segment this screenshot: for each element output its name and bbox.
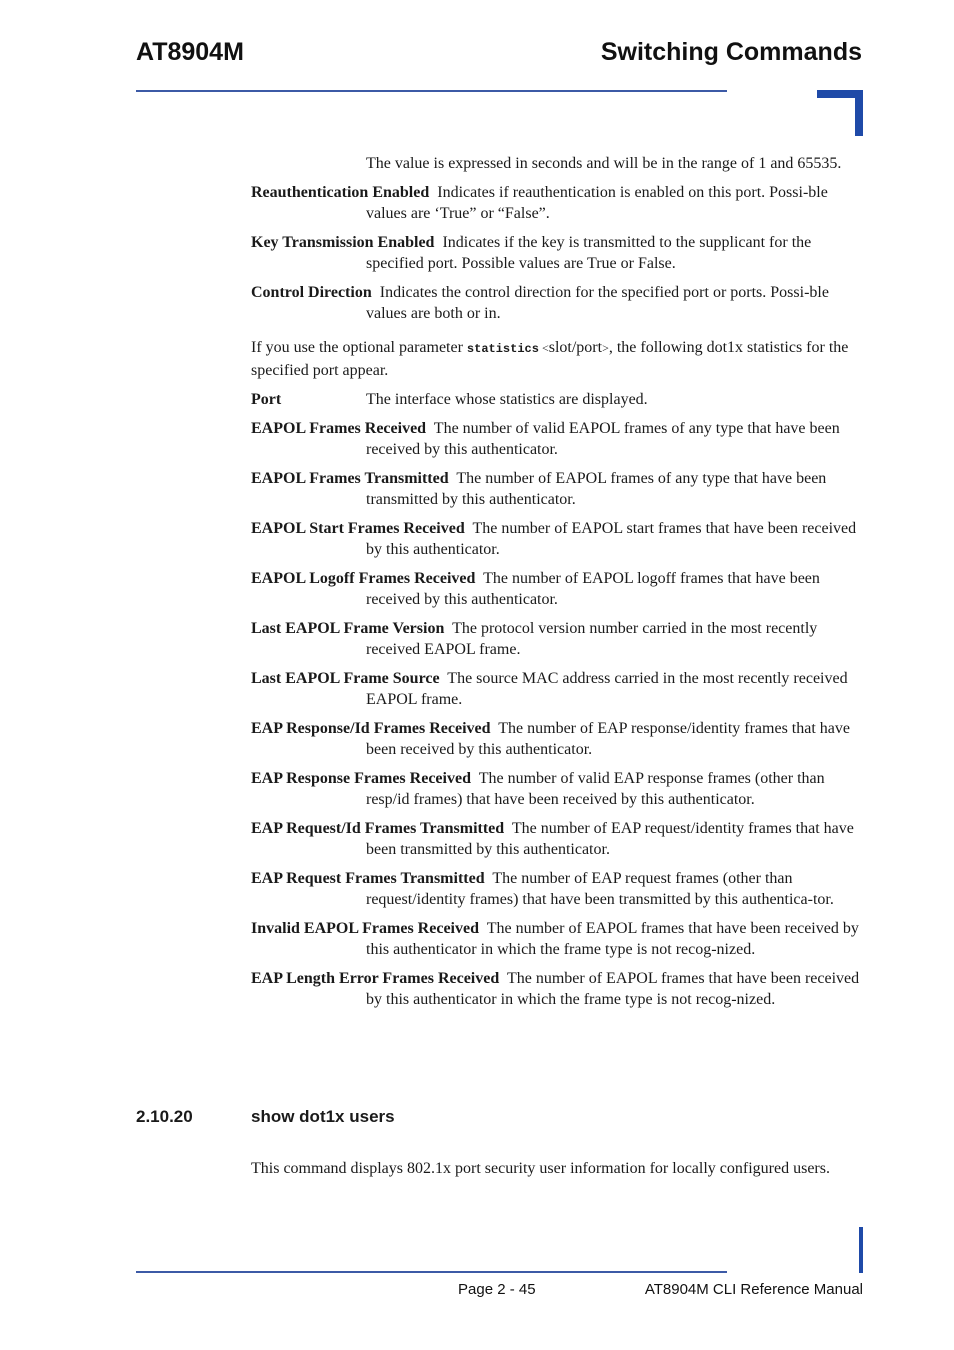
footer-manual-title: AT8904M CLI Reference Manual [644, 1281, 863, 1298]
definition-desc: The number of valid EAP response frames (other than resp/id frames) that have been received by this authenticator. [366, 770, 825, 808]
definition-term: EAPOL Frames Transmitted [251, 470, 449, 487]
definition-desc: The interface whose statistics are displayed. [366, 391, 648, 408]
definition-item [251, 518, 863, 560]
definition-item [251, 918, 863, 960]
definition-item [251, 868, 863, 910]
section-body: This command displays 802.1x port security user information for locally configured users. [251, 1160, 830, 1177]
definition-desc: The number of EAP request frames (other than request/identity frames) that have been transmitted by this authentica-tor. [366, 870, 834, 908]
definition-term: EAPOL Frames Received [251, 420, 427, 437]
definition-term: EAPOL Start Frames Received [251, 520, 465, 537]
corner-decoration-bottom [859, 1227, 863, 1273]
definition-desc: Indicates if reauthentication is enabled on this port. Possi-ble values are ‘True” or “False”. [366, 184, 828, 222]
definition-term: Last EAPOL Frame Source [251, 670, 440, 687]
definition-desc: Indicates if the key is transmitted to the supplicant for the specified port. Possible values are True or False. [366, 234, 812, 272]
definition-term: EAP Response/Id Frames Received [251, 720, 491, 737]
definition-term: Key Transmission Enabled [251, 234, 435, 251]
definition-term: Control Direction [251, 284, 372, 301]
definition-item [251, 232, 863, 274]
corner-decoration-top [817, 90, 863, 136]
definition-item [251, 618, 863, 660]
definition-item [251, 818, 863, 860]
definition-desc: The number of EAP response/identity frames that have been received by this authenticator. [366, 720, 850, 758]
definition-term: Invalid EAPOL Frames Received [251, 920, 479, 937]
definition-desc: Indicates the control direction for the specified port or ports. Possi-ble values are both or in. [366, 284, 829, 322]
footer-page-number: Page 2 - 45 [458, 1281, 536, 1298]
continued-description: The value is expressed in seconds and will be in the range of 1 and 65535. [366, 155, 842, 172]
definitions-top [251, 182, 863, 324]
definition-item [251, 718, 863, 760]
definition-term: EAPOL Logoff Frames Received [251, 570, 476, 587]
definition-desc: The number of EAPOL frames of any type that have been transmitted by this authenticator. [366, 470, 827, 508]
section-number: 2.10.20 [136, 1107, 193, 1126]
header-chapter-title: Switching Commands [600, 38, 862, 66]
definition-desc: The protocol version number carried in the most recently received EAPOL frame. [366, 620, 818, 658]
definition-item [251, 418, 863, 460]
definition-desc: The number of EAPOL frames that have been received by this authenticator in which the frame type is not recog-nized. [366, 920, 859, 958]
definition-term: Last EAPOL Frame Version [251, 620, 445, 637]
footer-rule [136, 1271, 727, 1273]
definition-term: Port [251, 391, 282, 408]
definition-item [251, 768, 863, 810]
definition-term: EAP Request Frames Transmitted [251, 870, 485, 887]
definition-item [251, 668, 863, 710]
definition-desc: The number of EAP request/identity frames that have been transmitted by this authenticator. [366, 820, 854, 858]
definition-term: Reauthentication Enabled [251, 184, 430, 201]
definition-desc: The number of EAPOL frames that have been received by this authenticator in which the frame type is not recog-nized. [366, 970, 860, 1008]
definition-desc: The number of EAPOL logoff frames that have been received by this authenticator. [366, 570, 820, 608]
statistics-paragraph: If you use the optional parameter statistics <slot/port>, the following dot1x statistics for the specified port appear. [251, 339, 849, 379]
definitions-statistics [251, 418, 863, 1010]
definition-item [251, 182, 863, 224]
header-rule [136, 90, 727, 92]
definition-item [251, 968, 863, 1010]
statistics-parameter: statistics [466, 342, 539, 356]
definition-term: EAP Response Frames Received [251, 770, 471, 787]
definition-desc: The number of EAPOL start frames that have been received by this authenticator. [366, 520, 857, 558]
slot-port-argument: slot/port [548, 339, 603, 356]
section-title: show dot1x users [251, 1107, 395, 1126]
definition-item [251, 468, 863, 510]
definition-item [251, 282, 863, 324]
definition-term: EAP Request/Id Frames Transmitted [251, 820, 505, 837]
definition-desc: The number of valid EAPOL frames of any type that have been received by this authenticator. [366, 420, 840, 458]
header-product-title: AT8904M [136, 38, 244, 66]
definition-desc: The source MAC address carried in the most recently received EAPOL frame. [366, 670, 848, 708]
definition-item-port [251, 389, 863, 410]
definition-item [251, 568, 863, 610]
section-heading [136, 1107, 863, 1127]
document-body [251, 153, 863, 1018]
definition-term: EAP Length Error Frames Received [251, 970, 500, 987]
